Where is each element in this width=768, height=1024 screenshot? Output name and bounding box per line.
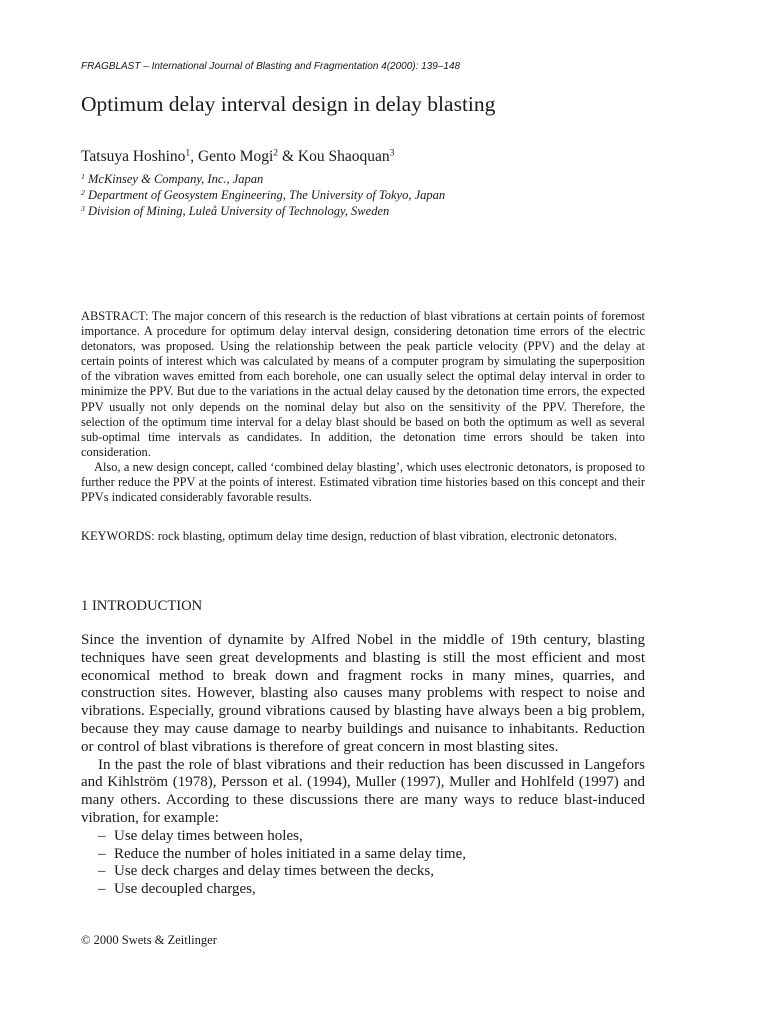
affiliation-text: Department of Geosystem Engineering, The University of Tokyo, Japan [88, 188, 446, 202]
author-affil-mark: 2 [273, 147, 279, 159]
list-item [98, 863, 645, 881]
bullet-marker: – [98, 863, 106, 880]
affiliation [81, 204, 389, 219]
keywords [81, 529, 645, 544]
list-item [98, 881, 645, 899]
affiliation-text: McKinsey & Company, Inc., Japan [88, 172, 264, 186]
affiliation-mark: 2 [81, 187, 85, 197]
affiliation [81, 188, 445, 203]
keywords-text: KEYWORDS: rock blasting, optimum delay time design, reduction of blast vibration, electronic detonators. [81, 529, 618, 543]
section-body [81, 632, 645, 899]
author-name: Kou Shaoquan [297, 148, 390, 165]
list-item-text: Reduce the number of holes initiated in a same delay time, [114, 845, 466, 862]
section-heading: 1 INTRODUCTION [81, 598, 203, 614]
author-name: Gento Mogi [197, 148, 274, 165]
abstract-paragraph: Also, a new design concept, called ‘combined delay blasting’, which uses electronic detonators, is proposed to further reduce the PPV at the points of interest. Estimated vibration time histories based on this concept and their PPVs indicated considerably favorable results. [81, 459, 645, 505]
bullet-list [81, 828, 645, 899]
copyright-notice: © 2000 Swets & Zeitlinger [81, 933, 217, 947]
body-paragraph: In the past the role of blast vibrations and their reduction has been discussed in Langefors and Kihlström (1978), Persson et al. (1994), Muller (1997), Muller and Hohlfeld (1997) and many others. According to these discussions there are many ways to reduce blast-induced vibration, for example: [81, 756, 645, 826]
body-paragraph: Since the invention of dynamite by Alfred Nobel in the middle of 19th century, blasting techniques have seen great developments and blasting is still the most efficient and most economical method to break down and fragment rocks in many mines, quarries, and construction sites. However, blasting also causes many problems with respect to noise and vibrations. Especially, ground vibrations caused by blasting have always been a big problem, because they may cause damage to nearby buildings and nuisance to inhabitants. Reduction or control of blast vibrations is therefore of great concern in most blasting sites. [81, 632, 645, 755]
affiliation-text: Division of Mining, Luleå University of Technology, Sweden [88, 204, 390, 218]
journal-citation: FRAGBLAST – International Journal of Blasting and Fragmentation 4(2000): 139–148 [81, 61, 461, 72]
author-separator: & [278, 148, 298, 165]
author-affil-mark: 1 [185, 147, 191, 159]
abstract [81, 309, 645, 505]
affiliation [81, 172, 263, 187]
affiliation-mark: 3 [81, 203, 85, 213]
bullet-marker: – [98, 845, 106, 862]
list-item [98, 828, 645, 846]
list-item [98, 846, 645, 864]
list-item-text: Use decoupled charges, [114, 881, 256, 898]
bullet-marker: – [98, 881, 106, 898]
author-affil-mark: 3 [389, 147, 395, 159]
author-name: Tatsuya Hoshino [81, 148, 186, 165]
abstract-paragraph: ABSTRACT: The major concern of this research is the reduction of blast vibrations at certain points of foremost importance. A procedure for optimum delay interval design, considering detonation time errors of the electric detonators, was proposed. Using the relationship between the peak particle velocity (PPV) and the delay at certain points of interest which was calculated by means of a computer program by simulating the superposition of the vibration waves emitted from each borehole, one can usually select the optimal delay interval in order to minimize the PPV. But due to the variations in the actual delay caused by the detonation time errors, the expected PPV usually not only depends on the nominal delay but also on the sensitivity of the PPV. Therefore, the selection of the optimum time interval for a delay blast should be based on both the optimum as well as several sub-optimal time intervals as candidates. In addition, the detonation time errors should be taken into consideration. [81, 309, 645, 459]
list-item-text: Use delay times between holes, [114, 827, 303, 844]
author-separator: , [190, 148, 198, 165]
list-item-text: Use deck charges and delay times between the decks, [114, 863, 435, 880]
affiliation-mark: 1 [81, 171, 85, 181]
author-list [81, 148, 394, 166]
bullet-marker: – [98, 827, 106, 844]
paper-title: Optimum delay interval design in delay blasting [81, 92, 496, 116]
